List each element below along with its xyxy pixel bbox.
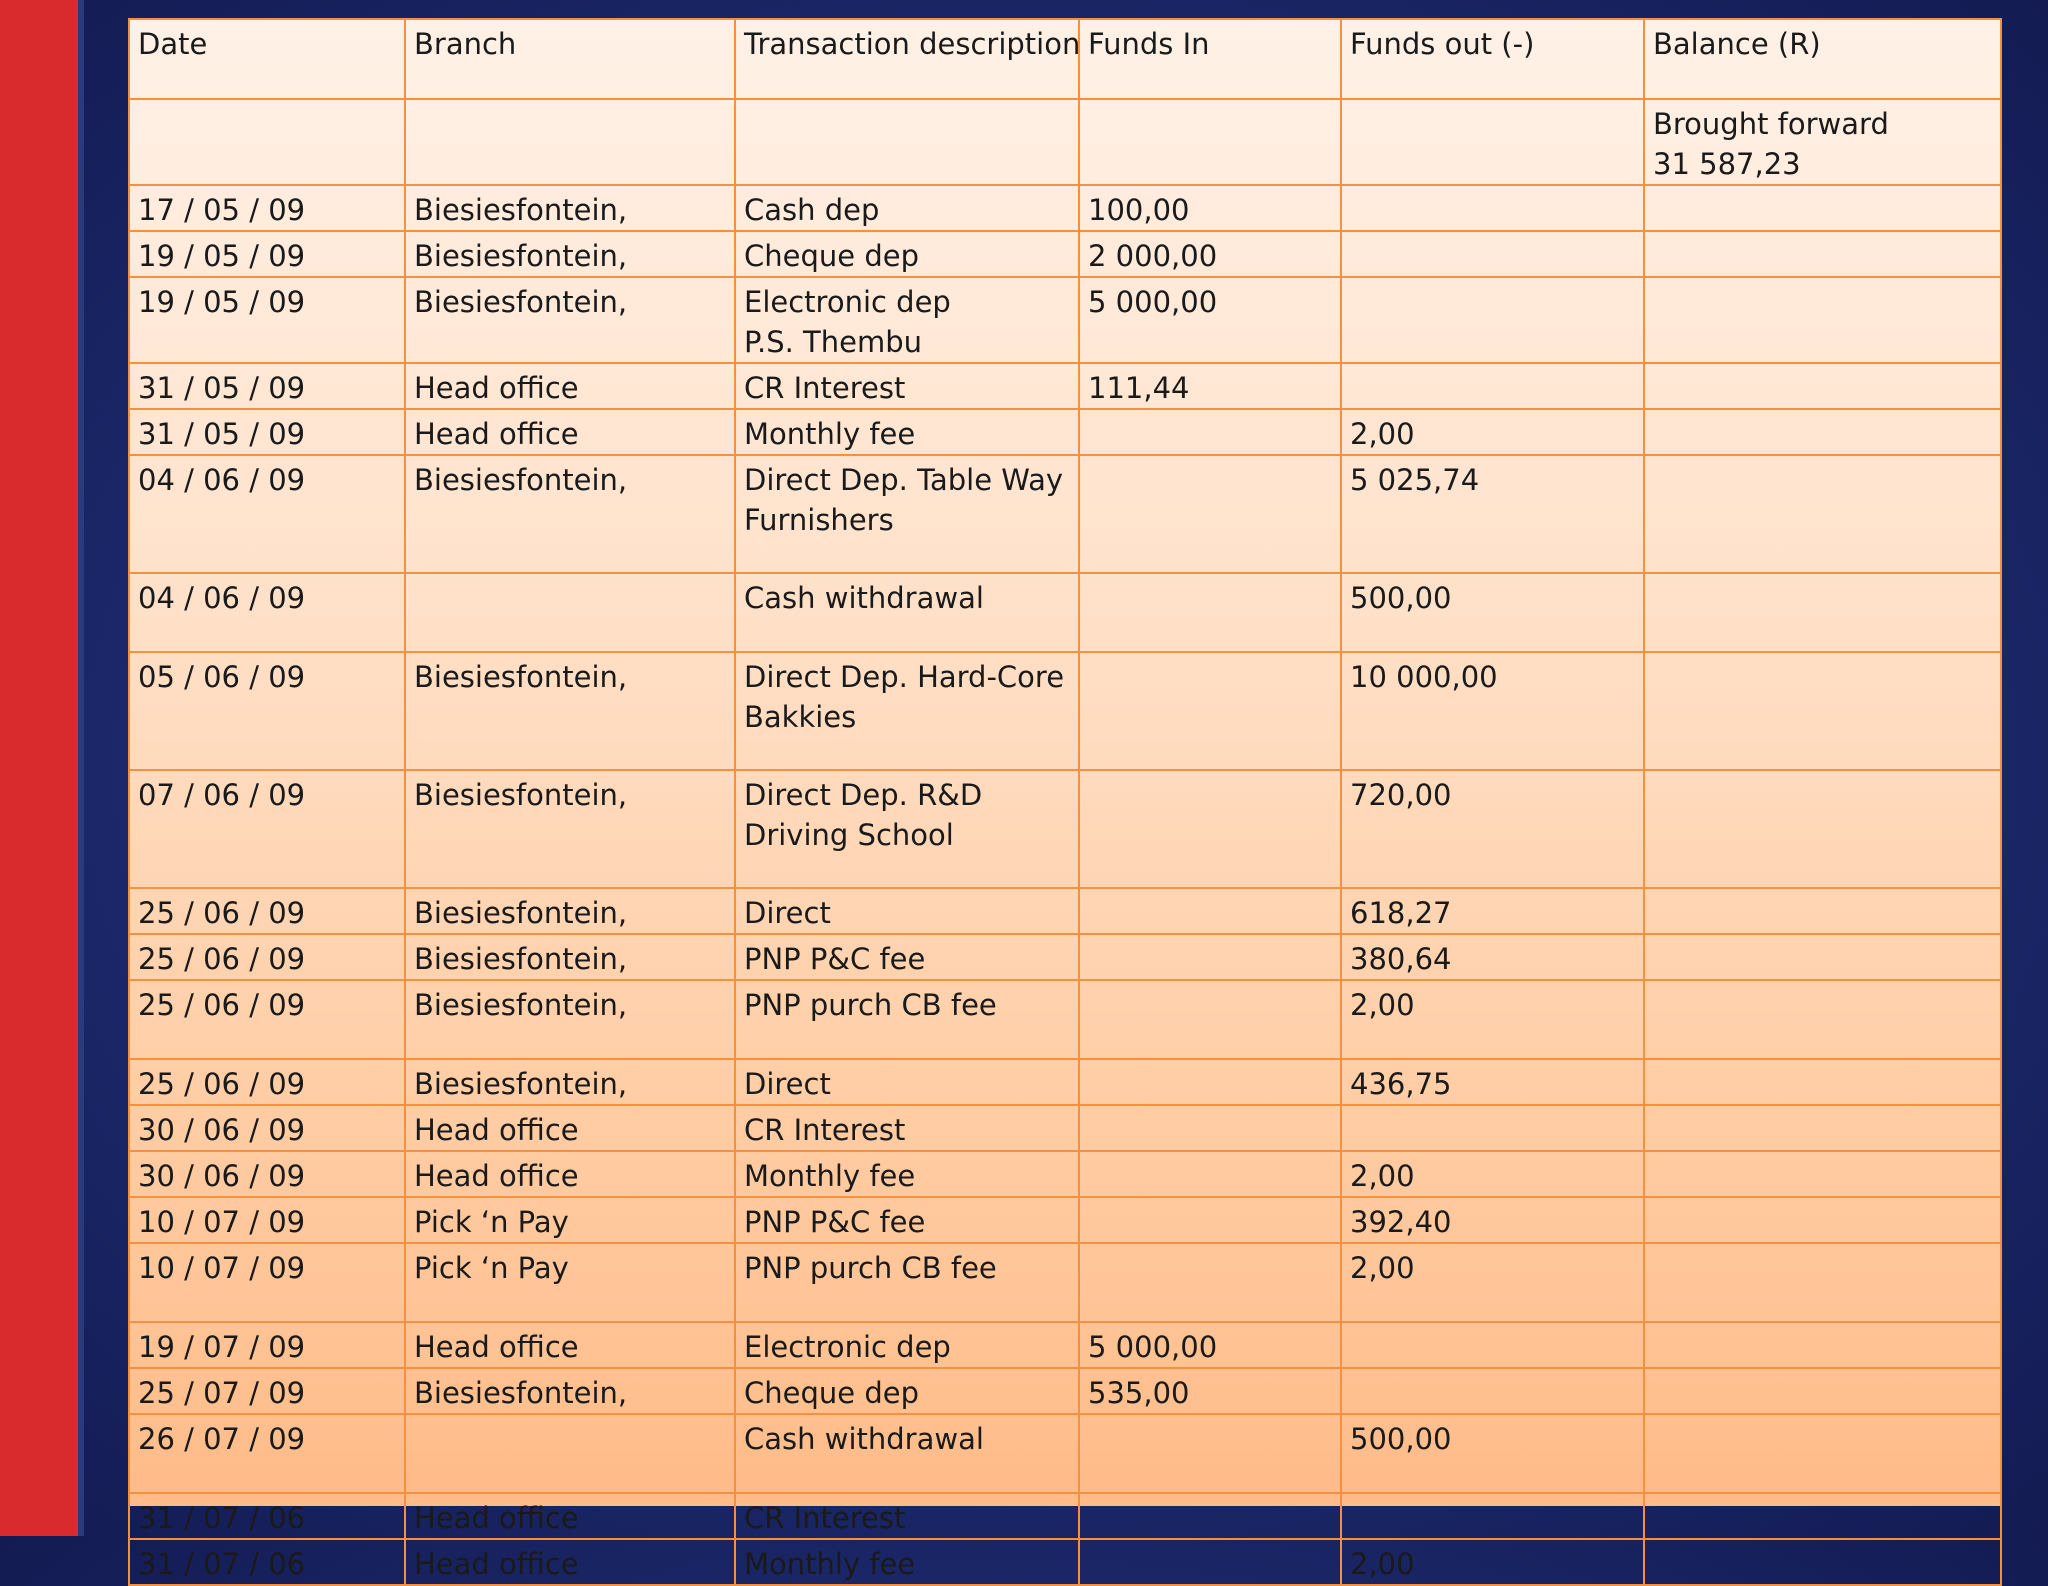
cell-balance bbox=[1644, 573, 2001, 652]
cell-funds-in bbox=[1079, 573, 1341, 652]
cell-description: CR Interest bbox=[735, 363, 1079, 409]
cell-funds-in bbox=[1079, 934, 1341, 980]
cell-funds-out bbox=[1341, 1105, 1644, 1151]
cell-balance bbox=[1644, 277, 2001, 363]
cell-funds-in bbox=[1079, 409, 1341, 455]
cell-funds-out: 2,00 bbox=[1341, 1151, 1644, 1197]
cell-branch: Biesiesfontein, bbox=[405, 888, 735, 934]
table-row bbox=[129, 277, 2001, 363]
cell-branch: Head office bbox=[405, 1151, 735, 1197]
cell-empty bbox=[735, 99, 1079, 185]
table-row bbox=[129, 455, 2001, 573]
cell-balance bbox=[1644, 1414, 2001, 1493]
cell-branch: Biesiesfontein, bbox=[405, 231, 735, 277]
cell-date: 25 / 06 / 09 bbox=[129, 934, 405, 980]
table-row bbox=[129, 1368, 2001, 1414]
brought-forward-cell bbox=[1644, 99, 2001, 185]
cell-funds-out: 10 000,00 bbox=[1341, 652, 1644, 770]
cell-date: 19 / 07 / 09 bbox=[129, 1322, 405, 1368]
cell-funds-in bbox=[1079, 980, 1341, 1059]
header-row bbox=[129, 19, 2001, 99]
cell-description: Direct bbox=[735, 888, 1079, 934]
cell-funds-in bbox=[1079, 1105, 1341, 1151]
cell-branch bbox=[405, 1414, 735, 1493]
cell-funds-out: 2,00 bbox=[1341, 980, 1644, 1059]
cell-date: 31 / 07 / 06 bbox=[129, 1539, 405, 1585]
cell-funds-in bbox=[1079, 1243, 1341, 1322]
cell-funds-out: 618,27 bbox=[1341, 888, 1644, 934]
cell-balance bbox=[1644, 980, 2001, 1059]
cell-funds-in: 111,44 bbox=[1079, 363, 1341, 409]
cell-funds-in bbox=[1079, 770, 1341, 888]
cell-funds-out: 2,00 bbox=[1341, 1539, 1644, 1585]
cell-branch: Pick ‘n Pay bbox=[405, 1197, 735, 1243]
cell-funds-in bbox=[1079, 1493, 1341, 1539]
table-row bbox=[129, 409, 2001, 455]
cell-date: 07 / 06 / 09 bbox=[129, 770, 405, 888]
cell-funds-in: 100,00 bbox=[1079, 185, 1341, 231]
cell-description: Monthly fee bbox=[735, 409, 1079, 455]
cell-balance bbox=[1644, 363, 2001, 409]
cell-funds-out bbox=[1341, 1368, 1644, 1414]
cell-balance bbox=[1644, 409, 2001, 455]
table-row bbox=[129, 980, 2001, 1059]
cell-branch: Biesiesfontein, bbox=[405, 652, 735, 770]
cell-branch: Biesiesfontein, bbox=[405, 185, 735, 231]
cell-date: 25 / 06 / 09 bbox=[129, 980, 405, 1059]
table-row bbox=[129, 1493, 2001, 1539]
cell-date: 19 / 05 / 09 bbox=[129, 277, 405, 363]
cell-funds-out: 392,40 bbox=[1341, 1197, 1644, 1243]
cell-balance bbox=[1644, 770, 2001, 888]
cell-description: Direct Dep. Hard-Core Bakkies bbox=[735, 652, 1079, 770]
cell-date: 19 / 05 / 09 bbox=[129, 231, 405, 277]
cell-date: 17 / 05 / 09 bbox=[129, 185, 405, 231]
cell-balance bbox=[1644, 1322, 2001, 1368]
cell-description: Direct Dep. Table Way Furnishers bbox=[735, 455, 1079, 573]
brought-forward-label: Brought forward bbox=[1653, 107, 1889, 141]
cell-branch: Biesiesfontein, bbox=[405, 1059, 735, 1105]
cell-funds-out bbox=[1341, 1493, 1644, 1539]
cell-balance bbox=[1644, 1105, 2001, 1151]
cell-funds-out: 2,00 bbox=[1341, 409, 1644, 455]
table-row bbox=[129, 1151, 2001, 1197]
table-row bbox=[129, 573, 2001, 652]
cell-funds-out: 436,75 bbox=[1341, 1059, 1644, 1105]
cell-branch: Head office bbox=[405, 363, 735, 409]
cell-balance bbox=[1644, 888, 2001, 934]
cell-branch: Head office bbox=[405, 409, 735, 455]
cell-branch: Head office bbox=[405, 1105, 735, 1151]
cell-funds-out bbox=[1341, 231, 1644, 277]
accent-bar-edge bbox=[78, 0, 84, 1536]
table-row bbox=[129, 1105, 2001, 1151]
cell-date: 04 / 06 / 09 bbox=[129, 455, 405, 573]
cell-balance bbox=[1644, 1368, 2001, 1414]
cell-balance bbox=[1644, 1151, 2001, 1197]
table-row bbox=[129, 1414, 2001, 1493]
table-row bbox=[129, 652, 2001, 770]
cell-date: 25 / 07 / 09 bbox=[129, 1368, 405, 1414]
cell-funds-in: 5 000,00 bbox=[1079, 277, 1341, 363]
cell-date: 31 / 07 / 06 bbox=[129, 1493, 405, 1539]
cell-funds-out: 2,00 bbox=[1341, 1243, 1644, 1322]
cell-funds-out bbox=[1341, 1322, 1644, 1368]
cell-date: 31 / 05 / 09 bbox=[129, 409, 405, 455]
table-row bbox=[129, 934, 2001, 980]
cell-funds-out: 500,00 bbox=[1341, 1414, 1644, 1493]
cell-date: 25 / 06 / 09 bbox=[129, 1059, 405, 1105]
table-row bbox=[129, 231, 2001, 277]
cell-balance bbox=[1644, 652, 2001, 770]
cell-funds-out: 500,00 bbox=[1341, 573, 1644, 652]
header-balance: Balance (R) bbox=[1644, 19, 2001, 99]
cell-balance bbox=[1644, 1493, 2001, 1539]
cell-date: 05 / 06 / 09 bbox=[129, 652, 405, 770]
cell-description: Cash withdrawal bbox=[735, 573, 1079, 652]
cell-description: Cheque dep bbox=[735, 1368, 1079, 1414]
cell-branch: Biesiesfontein, bbox=[405, 1368, 735, 1414]
cell-branch: Biesiesfontein, bbox=[405, 455, 735, 573]
cell-balance bbox=[1644, 185, 2001, 231]
cell-date: 04 / 06 / 09 bbox=[129, 573, 405, 652]
bank-statement-table bbox=[128, 18, 2002, 1586]
header-description: Transaction description bbox=[735, 19, 1079, 99]
table-row bbox=[129, 770, 2001, 888]
cell-funds-in bbox=[1079, 1059, 1341, 1105]
cell-funds-in bbox=[1079, 1151, 1341, 1197]
header-branch: Branch bbox=[405, 19, 735, 99]
cell-date: 26 / 07 / 09 bbox=[129, 1414, 405, 1493]
accent-bar bbox=[0, 0, 78, 1536]
cell-description: CR Interest bbox=[735, 1493, 1079, 1539]
cell-balance bbox=[1644, 1197, 2001, 1243]
cell-date: 30 / 06 / 09 bbox=[129, 1105, 405, 1151]
cell-branch: Biesiesfontein, bbox=[405, 770, 735, 888]
cell-funds-out bbox=[1341, 363, 1644, 409]
cell-branch: Biesiesfontein, bbox=[405, 980, 735, 1059]
brought-forward-row bbox=[129, 99, 2001, 185]
cell-branch: Head office bbox=[405, 1322, 735, 1368]
cell-description: Direct Dep. R&D Driving School bbox=[735, 770, 1079, 888]
cell-description: PNP purch CB fee bbox=[735, 1243, 1079, 1322]
cell-funds-in: 535,00 bbox=[1079, 1368, 1341, 1414]
cell-funds-in bbox=[1079, 1539, 1341, 1585]
table-row bbox=[129, 363, 2001, 409]
cell-empty bbox=[405, 99, 735, 185]
header-date: Date bbox=[129, 19, 405, 99]
cell-description: PNP P&C fee bbox=[735, 1197, 1079, 1243]
header-funds-out: Funds out (-) bbox=[1341, 19, 1644, 99]
cell-date: 31 / 05 / 09 bbox=[129, 363, 405, 409]
cell-description: Monthly fee bbox=[735, 1151, 1079, 1197]
cell-balance bbox=[1644, 1059, 2001, 1105]
cell-empty bbox=[1341, 99, 1644, 185]
cell-description: Cash dep bbox=[735, 185, 1079, 231]
table-row bbox=[129, 1059, 2001, 1105]
cell-balance bbox=[1644, 1243, 2001, 1322]
cell-branch: Head office bbox=[405, 1539, 735, 1585]
cell-description: Direct bbox=[735, 1059, 1079, 1105]
cell-branch: Pick ‘n Pay bbox=[405, 1243, 735, 1322]
cell-branch bbox=[405, 573, 735, 652]
cell-balance bbox=[1644, 934, 2001, 980]
table-row bbox=[129, 1197, 2001, 1243]
table-row bbox=[129, 1539, 2001, 1585]
cell-funds-out: 720,00 bbox=[1341, 770, 1644, 888]
cell-funds-out: 5 025,74 bbox=[1341, 455, 1644, 573]
cell-branch: Head office bbox=[405, 1493, 735, 1539]
brought-forward-amount: 31 587,23 bbox=[1653, 147, 1801, 181]
cell-empty bbox=[1079, 99, 1341, 185]
cell-funds-in: 5 000,00 bbox=[1079, 1322, 1341, 1368]
cell-date: 10 / 07 / 09 bbox=[129, 1243, 405, 1322]
cell-description: Electronic dep P.S. Thembu bbox=[735, 277, 1079, 363]
header-funds-in: Funds In bbox=[1079, 19, 1341, 99]
cell-date: 10 / 07 / 09 bbox=[129, 1197, 405, 1243]
cell-funds-out bbox=[1341, 277, 1644, 363]
cell-description: Cheque dep bbox=[735, 231, 1079, 277]
table-row bbox=[129, 1322, 2001, 1368]
table-row bbox=[129, 888, 2001, 934]
cell-balance bbox=[1644, 231, 2001, 277]
cell-funds-in bbox=[1079, 1197, 1341, 1243]
cell-description: Electronic dep bbox=[735, 1322, 1079, 1368]
cell-description: Monthly fee bbox=[735, 1539, 1079, 1585]
cell-branch: Biesiesfontein, bbox=[405, 934, 735, 980]
cell-funds-in: 2 000,00 bbox=[1079, 231, 1341, 277]
cell-balance bbox=[1644, 1539, 2001, 1585]
cell-funds-in bbox=[1079, 1414, 1341, 1493]
table-row bbox=[129, 185, 2001, 231]
cell-description: PNP purch CB fee bbox=[735, 980, 1079, 1059]
cell-funds-out: 380,64 bbox=[1341, 934, 1644, 980]
cell-description: PNP P&C fee bbox=[735, 934, 1079, 980]
cell-funds-in bbox=[1079, 652, 1341, 770]
cell-funds-in bbox=[1079, 455, 1341, 573]
cell-description: CR Interest bbox=[735, 1105, 1079, 1151]
cell-date: 25 / 06 / 09 bbox=[129, 888, 405, 934]
cell-funds-out bbox=[1341, 185, 1644, 231]
cell-empty bbox=[129, 99, 405, 185]
cell-funds-in bbox=[1079, 888, 1341, 934]
cell-date: 30 / 06 / 09 bbox=[129, 1151, 405, 1197]
cell-description: Cash withdrawal bbox=[735, 1414, 1079, 1493]
cell-balance bbox=[1644, 455, 2001, 573]
cell-branch: Biesiesfontein, bbox=[405, 277, 735, 363]
table-row bbox=[129, 1243, 2001, 1322]
